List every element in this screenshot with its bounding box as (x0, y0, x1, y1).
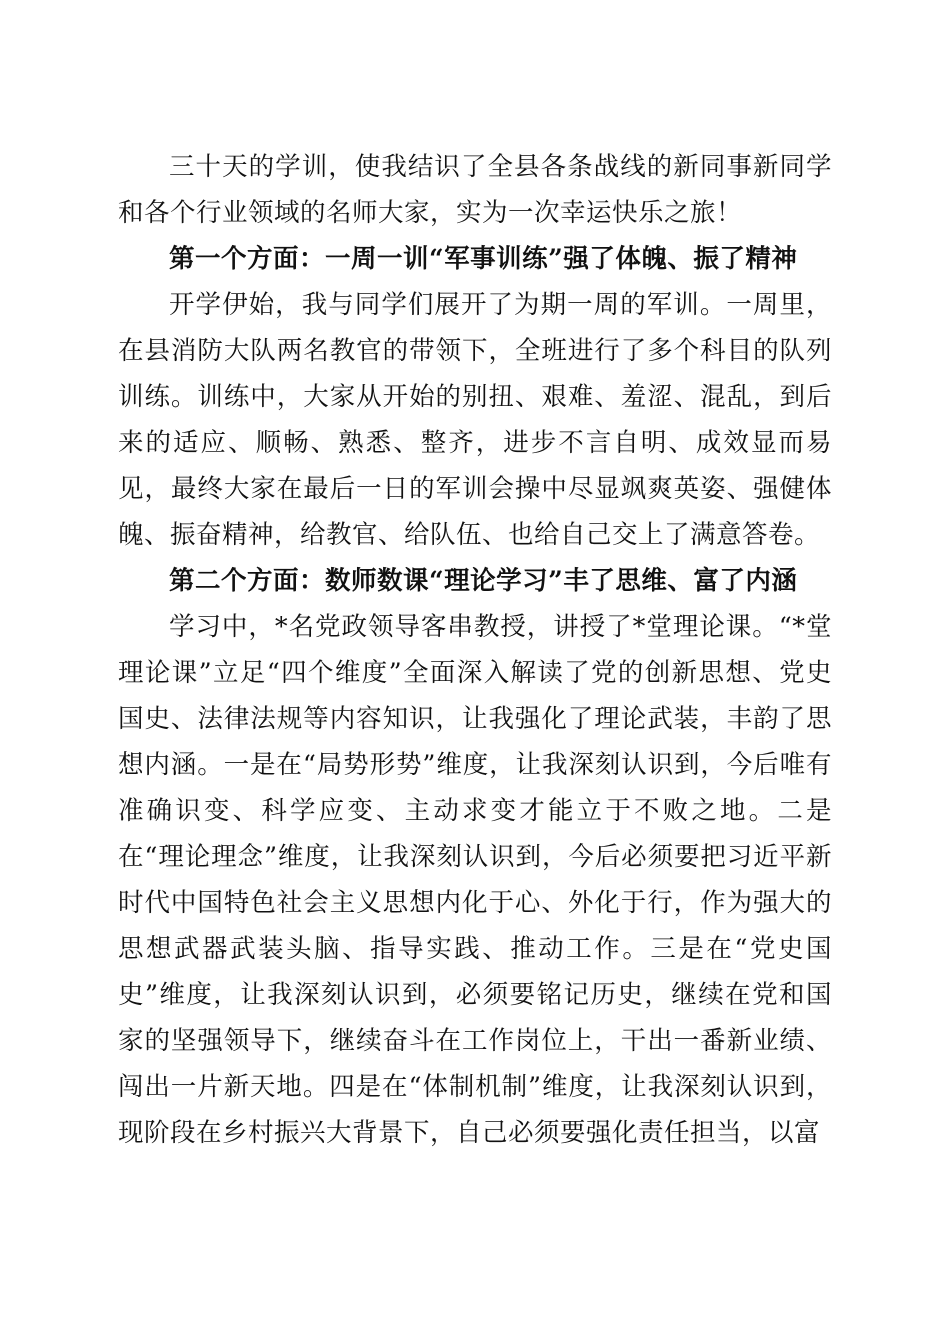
paragraph-intro: 三十天的学训，使我结识了全县各条战线的新同事新同学和各个行业领域的名师大家，实为一次幸运快乐之旅！ (118, 152, 832, 228)
section-heading-2: 第二个方面：数师数课“理论学习”丰了思维、富了内涵 (169, 566, 798, 596)
document-body (118, 144, 832, 1156)
paragraph-military-training: 开学伊始，我与同学们展开了为期一周的军训。一周里，在县消防大队两名教官的带领下，全班进行了多个科目的队列训练。训练中，大家从开始的别扭、艰难、羞涩、混乱，到后来的适应、顺畅、熟悉、整齐，进步不言自明、成效显而易见，最终大家在最后一日的军训会操中尽显飒爽英姿、强健体魄、振奋精神，给教官、给队伍、也给自己交上了满意答卷。 (118, 290, 832, 550)
section-heading-1: 第一个方面：一周一训“军事训练”强了体魄、振了精神 (169, 244, 798, 274)
paragraph-theory-study: 学习中，*名党政领导客串教授，讲授了*堂理论课。“*堂理论课”立足“四个维度”全面深入解读了党的创新思想、党史国史、法律法规等内容知识，让我强化了理论武装，丰韵了思想内涵。一是在“局势形势”维度，让我深刻认识到，今后唯有准确识变、科学应变、主动求变才能立于不败之地。二是在“理论理念”维度，让我深刻认识到，今后必须要把习近平新时代中国特色社会主义思想内化于心、外化于行，作为强大的思想武器武装头脑、指导实践、推动工作。三是在“党史国史”维度，让我深刻认识到，必须要铭记历史，继续在党和国家的坚强领导下，继续奋斗在工作岗位上，干出一番新业绩、闯出一片新天地。四是在“体制机制”维度，让我深刻认识到，现阶段在乡村振兴大背景下，自己必须要强化责任担当，以富 (118, 612, 832, 1148)
